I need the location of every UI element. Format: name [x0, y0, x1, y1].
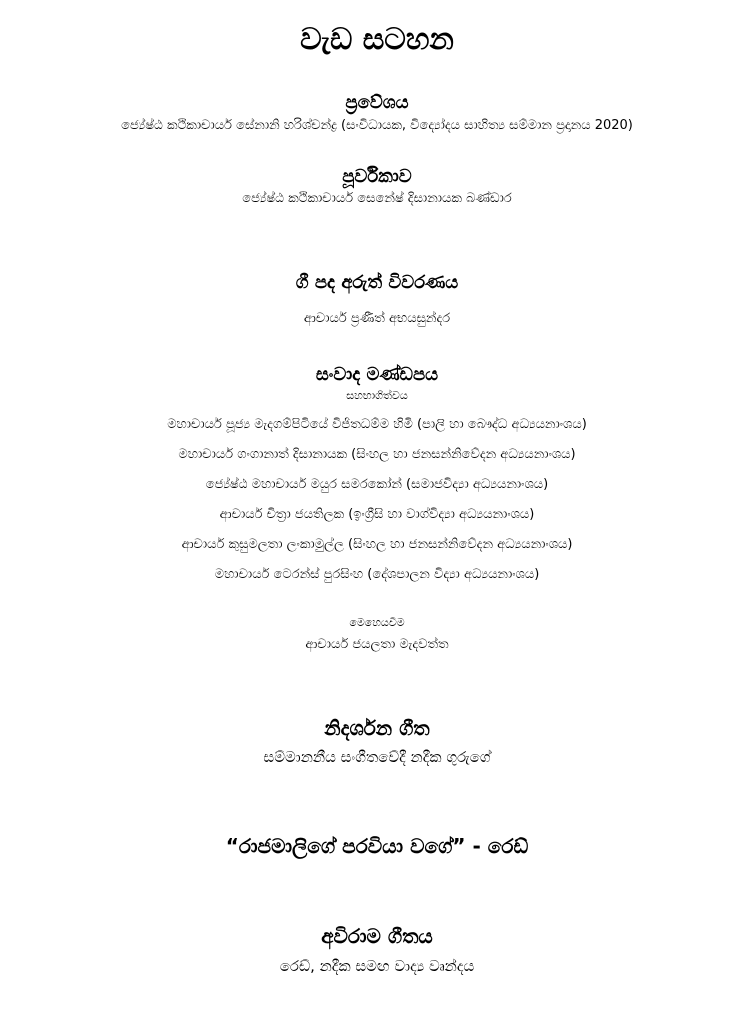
- participant-3: ජ්‍යේෂ්ඨ මහාචාර්ය මයුර සමරකෝන් (සමාජවිද්‍යා අධ්‍යයනාංශය): [205, 477, 549, 492]
- panel-heading: සංවාද මණ්ඩපය: [315, 364, 439, 385]
- participant-5: ආචාර්ය කුසුමලතා ලංකාමුල්ල (සිංහල හා ජනසන්නිවේදන අධ්‍යයනාංශය): [181, 537, 573, 552]
- demo-song-heading: නිදර්ශන ගීත: [324, 716, 430, 740]
- welcome-text: ජ්‍යේෂ්ඨ කථිකාචාර්ය සේනානි හරිශ්චන්ද්‍ර (සංවිධායක, විද්‍යෝදය සාහිත්‍ය සම්මාන ප්‍රදානය 2020): [121, 118, 633, 133]
- moderator-label: මෙහෙයවීම: [349, 616, 405, 629]
- participant-4: ආචාර්ය චිත්‍රා ජයතිලක (ඉංග්‍රීසි හා වාග්විද්‍යා අධ්‍යයනාංශය): [219, 507, 535, 522]
- closing-heading: අවිරාම ගීතය: [321, 924, 433, 948]
- intro-heading: පූර්විකාව: [342, 166, 412, 187]
- participants-label: සහභාගිත්වය: [346, 389, 408, 402]
- lyrics-heading: ගී පද අරුත් විවරණය: [295, 272, 459, 293]
- feature-heading: “රාජමාලිගේ පරවියා වගේ” - රෙඩ්: [225, 834, 529, 858]
- participant-1: මහාචාර්ය පූජ්‍ය මැදගම්පිටියේ විජිතධම්ම හිමි (පාලි හා බෞද්ධ අධ්‍යයනාංශය): [167, 417, 587, 432]
- lyrics-text: ආචාර්ය ප්‍රණීත් අභයසුන්දර: [303, 311, 451, 326]
- page-title: වැඩ සටහන: [300, 22, 454, 57]
- participant-6: මහාචාර්ය ටෙරන්ස් පුරසිංහ (දේශපාලන විද්‍යා අධ්‍යයනාංශය): [214, 567, 540, 582]
- welcome-heading: ප්‍රවේශය: [345, 92, 409, 113]
- intro-text: ජ්‍යේෂ්ඨ කථිකාචාර්ය සෙනේෂ් දිසානායක බණ්ඩාර: [242, 191, 512, 206]
- participant-2: මහාචාර්ය ගංගානාත් දිසානායක (සිංහල හා ජනසන්නිවේදන අධ්‍යයනාංශය): [178, 447, 576, 462]
- closing-text: රෙඩ්, නදීක සමඟ වාද්‍ය වෘන්දය: [279, 957, 475, 975]
- demo-song-text: සම්මානනීය සංගීතවේදී නදීක ගුරුගේ: [263, 748, 491, 766]
- moderator-name: ආචාර්ය ජයලතා මැදවත්ත: [305, 637, 449, 652]
